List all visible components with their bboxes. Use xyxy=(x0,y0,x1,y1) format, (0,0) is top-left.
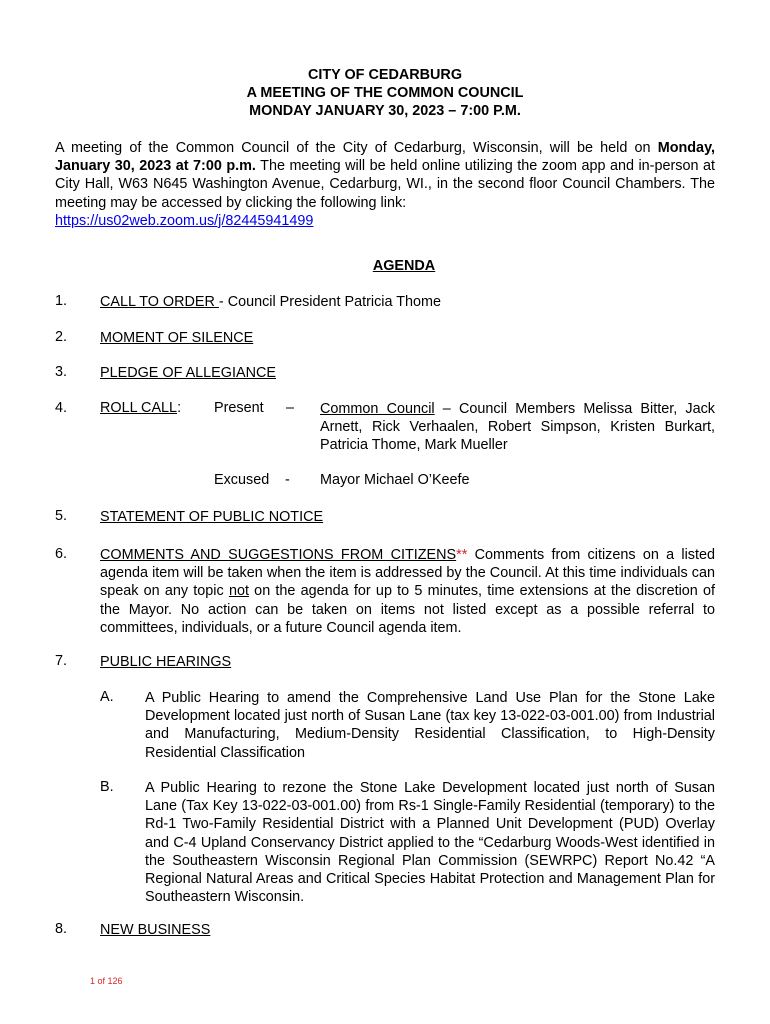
agenda-item-public-notice: STATEMENT OF PUBLIC NOTICE xyxy=(100,509,324,525)
intro-text-2: The meeting will be held online utilizing the zoom app and in-person at City Hall, W63 N645 Washington Avenue, Cedarburg, WI., in the second floor Council Chambers. The meeting may be accessed by clicking the following link: xyxy=(55,158,715,211)
agenda-item-public-hearings: PUBLIC HEARINGS xyxy=(100,654,232,670)
agenda-heading: AGENDA xyxy=(372,258,436,274)
item-number: 2. xyxy=(55,329,68,345)
item-number: 3. xyxy=(55,364,68,380)
roll-call-colon: : xyxy=(177,400,182,416)
council-members xyxy=(320,400,715,455)
intro-paragraph xyxy=(55,139,715,230)
agenda-item-new-business: NEW BUSINESS xyxy=(100,922,211,938)
page-counter: 1 of 126 xyxy=(90,976,123,986)
intro-text-1: A meeting of the Common Council of the City of Cedarburg, Wisconsin, will be held on xyxy=(55,140,658,156)
excused-label: Excused xyxy=(214,472,270,488)
present-label: Present xyxy=(214,400,264,416)
item-detail: - Council President Patricia Thome xyxy=(218,294,441,310)
public-hearing-a: A Public Hearing to amend the Comprehensive Land Use Plan for the Stone Lake Development located just north of Susan Lane (tax key 13-022-03-001.00) from Industrial and Manufacturing, Medium-Density Residential Classification, to High-Density Residential Classification xyxy=(145,690,715,761)
council-members-text: – Council Members Melissa Bitter, Jack Arnett, Rick Verhaalen, Robert Simpson, Kristen Burkart, Patricia Thome, Mark Mueller xyxy=(320,401,715,454)
excused-members: Mayor Michael O’Keefe xyxy=(320,472,470,488)
not-underlined: not xyxy=(228,583,249,600)
comments-text-2: on the agenda for up to 5 minutes, time extensions at the discretion of the Mayor. No action can be taken on items not listed except as a possible referral to committees, individuals, or a future Council agenda item. xyxy=(100,583,716,636)
meeting-title: A MEETING OF THE COMMON COUNCIL xyxy=(246,85,524,101)
council-label: Common Council xyxy=(320,401,435,417)
item-number: 6. xyxy=(55,546,68,562)
item-title: ROLL CALL xyxy=(100,400,178,416)
public-hearing-b: A Public Hearing to rezone the Stone Lake Development located just north of Susan Lane (Tax Key 13-022-03-001.00) from Rs-1 Single-Family Residential (temporary) to the Rd-1 Two-Family Residential District with a Planned Unit Development (PUD) Overlay and C-4 Upland Conservancy District applied to the “Cedarburg Woods-West identified in the Southeastern Wisconsin Regional Plan Commission (SEWRPC) Report No.42 “A Regional Natural Areas and Critical Species Habitat Protection and Management Plan for Southeastern Wisconsin. xyxy=(145,780,715,906)
sub-item-letter: A. xyxy=(100,689,114,705)
document-header xyxy=(0,66,770,120)
comments-text-1: Comments from citizens on a listed agenda item will be taken when the item is addressed by the Council. At this time individuals can speak on any topic xyxy=(100,547,715,600)
intro-date-bold: Monday, January 30, 2023 at 7:00 p.m. xyxy=(55,140,715,175)
item-number: 5. xyxy=(55,508,68,524)
agenda-item-moment-of-silence: MOMENT OF SILENCE xyxy=(100,330,254,346)
agenda-item-roll-call xyxy=(100,400,181,416)
item-number: 8. xyxy=(55,921,68,937)
item-number: 4. xyxy=(55,400,68,416)
item-title: CALL TO ORDER xyxy=(100,294,219,310)
zoom-link[interactable]: https://us02web.zoom.us/j/82445941499 xyxy=(55,212,314,229)
item-title: COMMENTS AND SUGGESTIONS FROM CITIZENS xyxy=(100,547,457,563)
city-name: CITY OF CEDARBURG xyxy=(307,67,463,83)
item-number: 7. xyxy=(55,653,68,669)
agenda-item-call-to-order xyxy=(100,293,715,311)
agenda-item-citizen-comments xyxy=(100,546,715,637)
agenda-item-pledge: PLEDGE OF ALLEGIANCE xyxy=(100,365,276,381)
meeting-date: MONDAY JANUARY 30, 2023 – 7:00 P.M. xyxy=(249,103,521,119)
asterisks: ** xyxy=(456,547,468,563)
item-number: 1. xyxy=(55,293,68,309)
sub-item-letter: B. xyxy=(100,779,114,795)
excused-dash: - xyxy=(285,472,290,488)
present-dash: – xyxy=(286,400,295,416)
